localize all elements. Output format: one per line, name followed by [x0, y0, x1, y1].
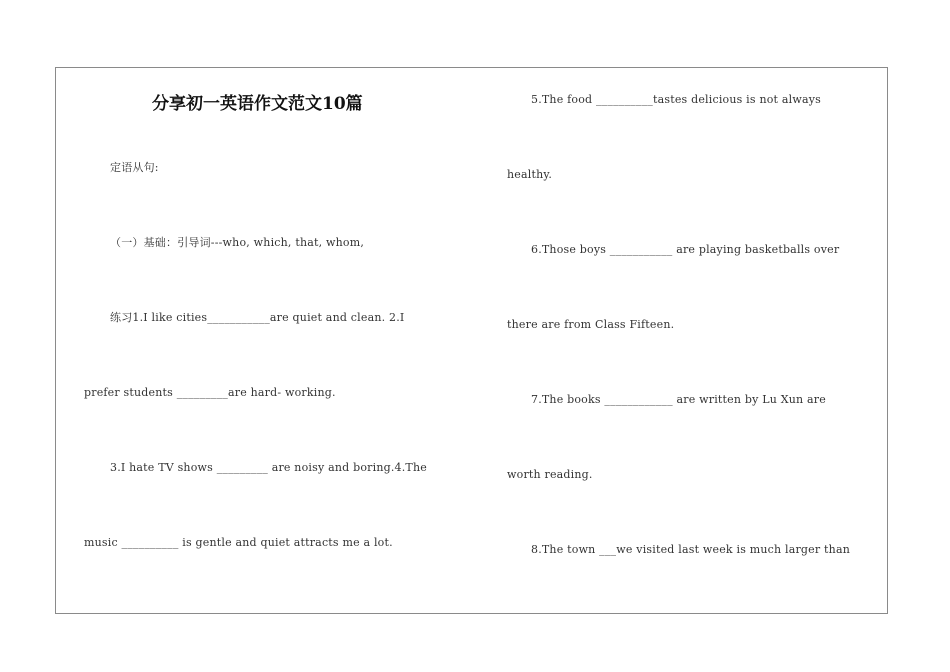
- text-line: （一）基础：引导词---who, which, that, whom,: [110, 236, 365, 249]
- text-line: 3.I hate TV shows _________ are noisy and boring.4.The: [110, 461, 427, 474]
- text-line: healthy.: [507, 168, 553, 181]
- text-line: there are from Class Fifteen.: [507, 318, 675, 331]
- text-line: worth reading.: [507, 468, 593, 481]
- document-title: 分享初一英语作文范文10篇: [152, 94, 363, 114]
- text-line: prefer students _________are hard- working.: [84, 386, 336, 399]
- text-line: 8.The town ___we visited last week is much larger than: [531, 543, 850, 556]
- text-line: 6.Those boys ___________ are playing basketballs over: [531, 243, 840, 256]
- text-line: music __________ is gentle and quiet attracts me a lot.: [84, 536, 393, 549]
- text-line: 练习1.I like cities___________are quiet and clean. 2.I: [110, 311, 405, 324]
- text-line: 7.The books ____________ are written by Lu Xun are: [531, 393, 826, 406]
- page-frame: [55, 67, 888, 614]
- text-line: 5.The food __________tastes delicious is not always: [531, 93, 821, 106]
- text-line: 定语从句:: [110, 161, 159, 174]
